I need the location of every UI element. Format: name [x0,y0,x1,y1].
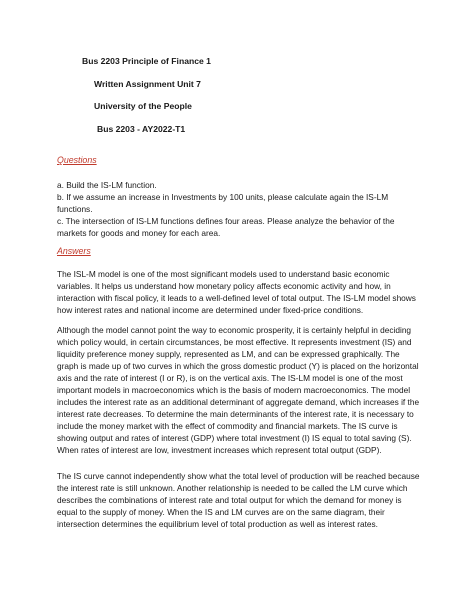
paragraph-text: The ISL-M model is one of the most significant models used to understand basic economic variables. It helps us understand how monetary policy affects economic activity and how, in interaction with fiscal policy, it leads to a well-defined level of total output. The IS-LM model shows how interest rates and national income are determined under fixed-price conditions. [57,269,416,315]
course-title: Bus 2203 Principle of Finance 1 [82,56,211,66]
term-label: Bus 2203 - AY2022-T1 [97,124,186,134]
question-b: b. If we assume an increase in Investments by 100 units, please calculate again the IS-LM functions. [57,192,389,214]
question-c: c. The intersection of IS-LM functions defines four areas. Please analyze the behavior of the markets for goods and money for each area. [57,216,395,238]
university-name: University of the People [94,101,192,111]
paragraph-text: The IS curve cannot independently show what the total level of production will be reached because the interest rate is still unknown. Another relationship is needed to be called the LM curve which describes the combinations of interest rate and total output for which the demand for money is equal to the supply of money. When the IS and LM curves are on the same diagram, their intersection determines the equilibrium level of total production as well as interest rates. [57,471,420,529]
question-a: a. Build the IS-LM function. [57,180,157,190]
answer-paragraph-1 [57,268,423,316]
questions-list [57,179,423,239]
paragraph-text: Although the model cannot point the way to economic prosperity, it is certainly helpful in deciding which policy would, in certain circumstances, be most effective. It represents investment (IS) and liquidity preference money supply, represented as LM, and can be expressed graphically. The graph is made up of two curves in which the gross domestic product (Y) is placed on the horizontal axis and the rate of interest (I or R), is on the vertical axis. The IS-LM model is one of the most important models in macroeconomics which is the basis of modern macroeconomics. The model includes the interest rate as an additional determinant of aggregate demand, which increases if the interest rate decreases. To determine the main determinants of the interest rate, it is necessary to include the money market with the effect of commodity and financial markets. The IS curve is showing output and rates of interest (GDP) where total investment (I) IS equal to total saving (S). When rates of interest are low, investment increases which represent total output (GDP). [57,325,420,455]
answer-paragraph-2 [57,324,423,456]
questions-heading: Questions [57,155,97,165]
assignment-title: Written Assignment Unit 7 [94,79,201,89]
answers-heading: Answers [57,246,91,256]
answer-paragraph-3 [57,470,423,530]
